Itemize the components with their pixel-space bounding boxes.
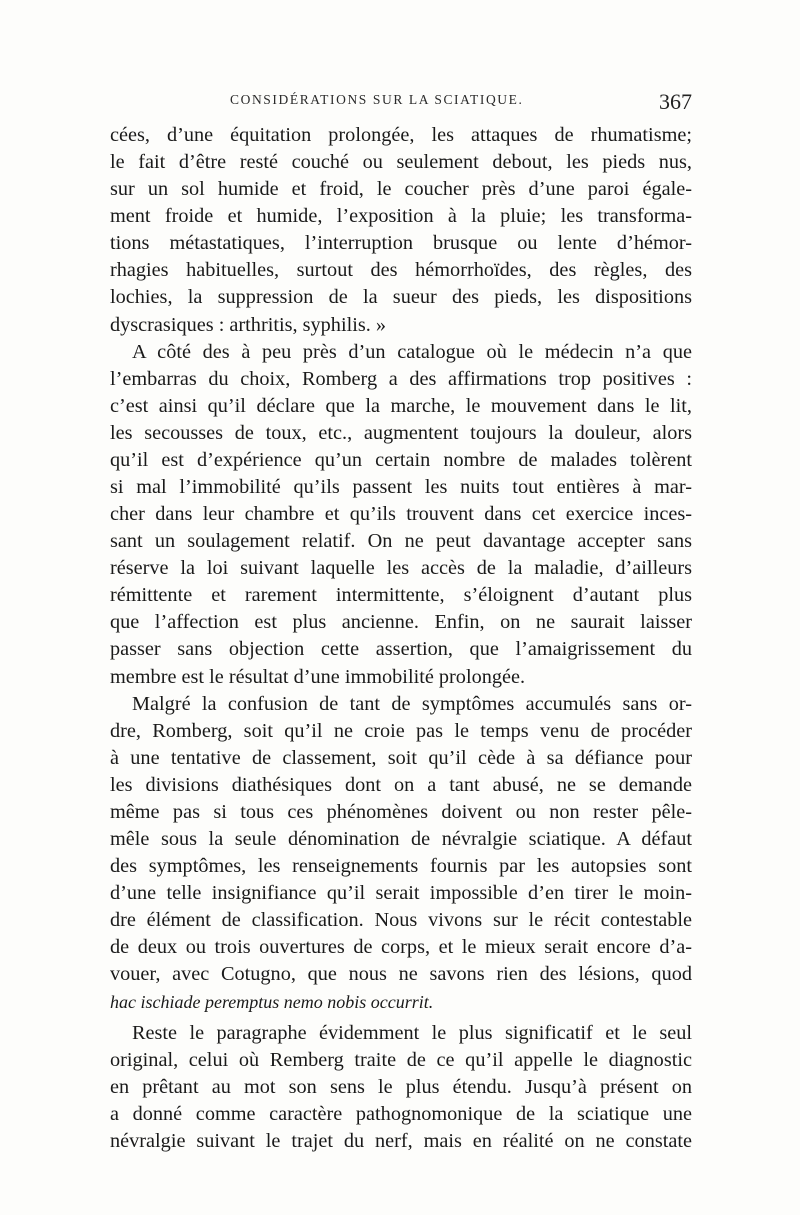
text-line: réserve la loi suivant laquelle les accès de la maladie, d’ailleurs xyxy=(110,557,692,580)
text-line: névralgie suivant le trajet du nerf, mais en réalité on ne constate xyxy=(110,1129,692,1152)
text-line: membre est le résultat d’une immobilité prolongée. xyxy=(110,665,526,688)
text-line: sant un soulagement relatif. On ne peut davantage accepter sans xyxy=(110,530,692,553)
paragraph-start-line: Malgré la confusion de tant de symptômes accumulés sans or- xyxy=(132,692,692,715)
text-line: a donné comme caractère pathognomonique de la sciatique une xyxy=(110,1102,692,1125)
running-title: CONSIDÉRATIONS SUR LA SCIATIQUE. xyxy=(230,92,524,107)
text-line: rémittente et rarement intermittente, s’éloignent d’autant plus xyxy=(110,584,692,607)
text-line: cées, d’une équitation prolongée, les attaques de rhumatisme; xyxy=(110,124,692,146)
text-line: des symptômes, les renseignements fournis par les autopsies sont xyxy=(110,855,692,878)
text-line: cher dans leur chambre et qu’ils trouvent dans cet exercice inces- xyxy=(110,503,692,526)
text-line: passer sans objection cette assertion, que l’amaigrissement du xyxy=(110,638,692,661)
text-line: lochies, la suppression de la sueur des pieds, les dispositions xyxy=(110,286,692,309)
text-line: d’une telle insignifiance qu’il serait impossible d’en tirer le moin- xyxy=(110,882,692,905)
text-line: sur un sol humide et froid, le coucher près d’une paroi égale- xyxy=(110,178,692,201)
text-line: l’embarras du choix, Romberg a des affirmations trop positives : xyxy=(110,367,692,390)
page-number: 367 xyxy=(659,89,692,114)
body-text xyxy=(110,122,692,1155)
text-line: que l’affection est plus ancienne. Enfin, on ne saurait laisser xyxy=(110,611,692,634)
text-line: tions métastatiques, l’interruption brusque ou lente d’hémor- xyxy=(110,232,692,255)
text-line: le fait d’être resté couché ou seulement debout, les pieds nus, xyxy=(110,151,692,174)
text-line: dre élément de classification. Nous vivons sur le récit contestable xyxy=(110,909,692,932)
text-line: dre, Romberg, soit qu’il ne croie pas le temps venu de procéder xyxy=(110,719,692,742)
text-line: c’est ainsi qu’il déclare que la marche, le mouvement dans le lit, xyxy=(110,394,692,417)
text-line: vouer, avec Cotugno, que nous ne savons rien des lésions, quod xyxy=(110,963,692,986)
text-line: dyscrasiques : arthritis, syphilis. » xyxy=(110,313,387,336)
text-line: rhagies habituelles, surtout des hémorrhoïdes, des règles, des xyxy=(110,259,692,282)
latin-quote-line: hac ischiade peremptus nemo nobis occurrit. xyxy=(110,991,434,1012)
running-header xyxy=(110,89,692,114)
text-line: les divisions diathésiques dont on a tant abusé, ne se demande xyxy=(110,773,692,796)
text-line: ment froide et humide, l’exposition à la pluie; les transforma- xyxy=(110,205,692,228)
text-line: mêle sous la seule dénomination de névralgie sciatique. A défaut xyxy=(110,828,692,851)
text-line: même pas si tous ces phénomènes doivent ou non rester pêle- xyxy=(110,800,692,823)
text-line: les secousses de toux, etc., augmentent toujours la douleur, alors xyxy=(110,421,692,444)
paragraph-start-line: Reste le paragraphe évidemment le plus significatif et le seul xyxy=(132,1021,692,1044)
text-line: à une tentative de classement, soit qu’il cède à sa défiance pour xyxy=(110,746,692,769)
text-line: de deux ou trois ouvertures de corps, et le mieux serait encore d’a- xyxy=(110,936,692,959)
paragraph-start-line: A côté des à peu près d’un catalogue où le médecin n’a que xyxy=(132,340,692,363)
text-line: qu’il est d’expérience qu’un certain nombre de malades tolèrent xyxy=(110,448,692,471)
text-line: original, celui où Remberg traite de ce qu’il appelle le diagnostic xyxy=(110,1048,692,1071)
text-line: si mal l’immobilité qu’ils passent les nuits tout entières à mar- xyxy=(110,476,692,499)
text-line: en prêtant au mot son sens le plus étendu. Jusqu’à présent on xyxy=(110,1075,692,1098)
